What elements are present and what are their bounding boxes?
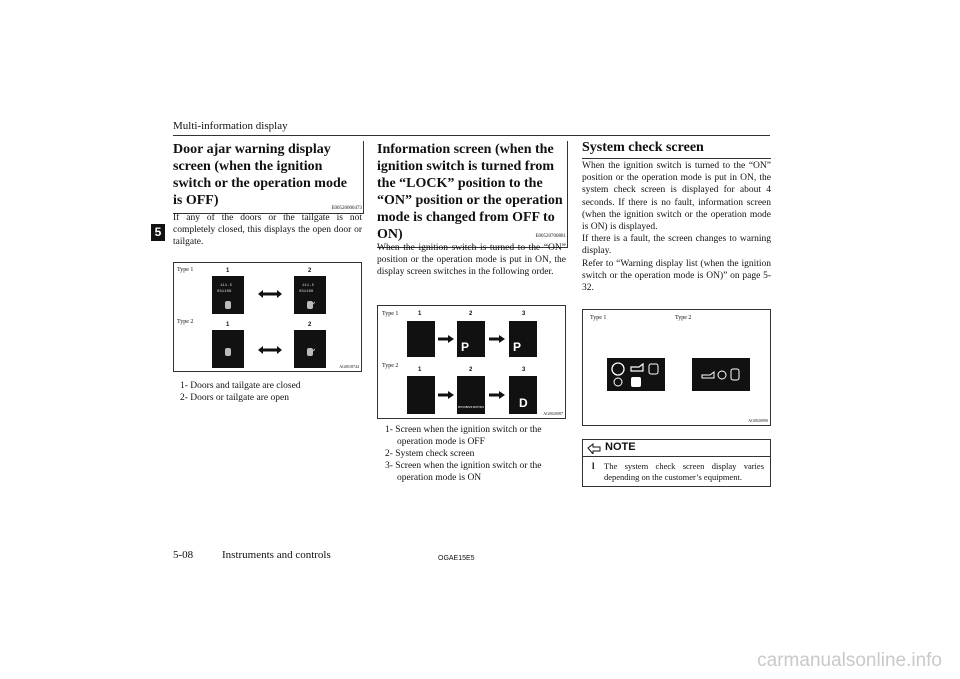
fig1-type1-label: Type 1 (177, 267, 194, 273)
fig1-screen-1b (212, 330, 244, 368)
warning-lamps-icon (607, 358, 665, 391)
fig2-gear-3: P (513, 340, 522, 354)
chapter-name: Instruments and controls (222, 549, 331, 561)
information-screen-list (385, 424, 565, 484)
information-screen-figure (377, 305, 566, 419)
double-arrow-icon (258, 290, 282, 298)
door-ajar-list (180, 380, 360, 404)
list-item: 2- System check screen (385, 449, 475, 459)
fig3-type1-label: Type 1 (590, 315, 607, 321)
fig2-type2-label: Type 2 (382, 363, 399, 369)
door-ajar-heading-text: Door ajar warning display screen (when the ignition switch or the operation mode is OFF) (173, 142, 347, 208)
watermark: carmanualsonline.info (757, 650, 942, 671)
fig2-num-3b: 3 (522, 367, 526, 373)
fig1-screen-1a (212, 276, 244, 314)
fig1-trip: 031106 (217, 290, 232, 294)
information-screen-code: E00520700881 (535, 234, 566, 239)
list-item: 3- Screen when the ignition switch or the operation mode is ON (385, 461, 542, 483)
fig2-gear-d: D (519, 396, 528, 410)
door-ajar-body: If any of the doors or the tailgate is not completely closed, this displays the open door or tailgate. (173, 213, 362, 248)
fig1-num-1b: 1 (226, 322, 230, 328)
fig2-num-1b: 1 (418, 367, 422, 373)
fig2-screen-1b (407, 376, 435, 414)
fig2-screen-3b (509, 376, 537, 414)
note-header (583, 440, 770, 457)
information-screen-body: When the ignition switch is turned to the “ON” position or the operation mode is put in ON, the display screen switches in the following order. (377, 243, 566, 278)
system-check-heading (582, 139, 771, 159)
fig2-brand: MITSUBISHI MOTORS (458, 406, 484, 409)
fig2-num-1a: 1 (418, 311, 422, 317)
fig2-type1-label: Type 1 (382, 311, 399, 317)
double-arrow-icon (258, 346, 282, 354)
fig1-odo-2: 111.5 (302, 284, 315, 288)
fig3-screen-type1 (607, 358, 665, 391)
fig1-screen-2b (294, 330, 326, 368)
fig2-screen-2a (457, 321, 485, 357)
fig1-odo: 111.5 (220, 284, 233, 288)
hand-pointer-icon (587, 442, 601, 454)
list-item: 2- Doors or tailgate are open (180, 393, 289, 403)
fig1-screen-2a (294, 276, 326, 314)
fig2-screen-3a (509, 321, 537, 357)
system-check-body: When the ignition switch is turned to the “ON” position or the operation mode is put in ON, the system check screen is displayed for about 4 seconds. If there is no fault, information screen (when the ignition switch or the operation mode is ON) is displayed. If there is a fault, the screen changes to warning display. Refer to “Warning display list (when the ignition switch or the operation mode is ON)” on page 5-32. (582, 161, 771, 294)
fig2-num-2b: 2 (469, 367, 473, 373)
fig1-type2-label: Type 2 (177, 319, 194, 325)
note-box (582, 439, 771, 487)
fig1-num-2b: 2 (308, 322, 312, 328)
door-ajar-figure (173, 262, 362, 372)
note-text: The system check screen display varies depending on the customer’s equipment. (604, 461, 764, 482)
fig2-id: AG0020087 (543, 411, 563, 416)
fig1-id: AG0018744 (339, 364, 359, 369)
fig1-num-2a: 2 (308, 268, 312, 274)
note-title: NOTE (605, 441, 636, 453)
car-icon (223, 347, 233, 357)
door-open-car-icon (305, 300, 315, 310)
doc-code: OGAE15E5 (438, 555, 475, 562)
system-check-heading-text: System check screen (582, 140, 704, 155)
right-arrow-icon (489, 391, 505, 399)
fig2-gear: P (461, 340, 470, 354)
information-screen-heading-text: Information screen (when the ignition switch is turned from the “LOCK” position to the “ON” position or the operation mode is changed from OFF to ON) (377, 142, 563, 242)
chapter-tab: 5 (151, 224, 165, 241)
fig2-screen-2b (457, 376, 485, 414)
system-check-figure (582, 309, 771, 426)
right-arrow-icon (438, 391, 454, 399)
header-rule (173, 135, 770, 136)
page-number: 5-08 (173, 549, 194, 561)
door-ajar-code: E00520600473 (331, 206, 362, 211)
fig3-type2-label: Type 2 (675, 315, 692, 321)
door-ajar-heading (173, 141, 364, 214)
list-item: 1- Screen when the ignition switch or the operation mode is OFF (385, 425, 542, 447)
list-item: 1- Doors and tailgate are closed (180, 381, 301, 391)
fig3-id: AG0020090 (748, 418, 768, 423)
information-screen-heading (377, 141, 568, 248)
fig2-num-2a: 2 (469, 311, 473, 317)
fig3-screen-type2 (692, 358, 750, 391)
section-title: Multi-information display (173, 120, 288, 132)
fig2-num-3a: 3 (522, 311, 526, 317)
right-arrow-icon (438, 335, 454, 343)
car-icon (223, 300, 233, 310)
fig1-trip-2: 031106 (299, 290, 314, 294)
warning-lamps-icon (692, 358, 750, 391)
door-open-car-icon (305, 347, 315, 357)
note-bullet: l (592, 461, 595, 471)
fig2-screen-1a (407, 321, 435, 357)
right-arrow-icon (489, 335, 505, 343)
fig1-num-1a: 1 (226, 268, 230, 274)
